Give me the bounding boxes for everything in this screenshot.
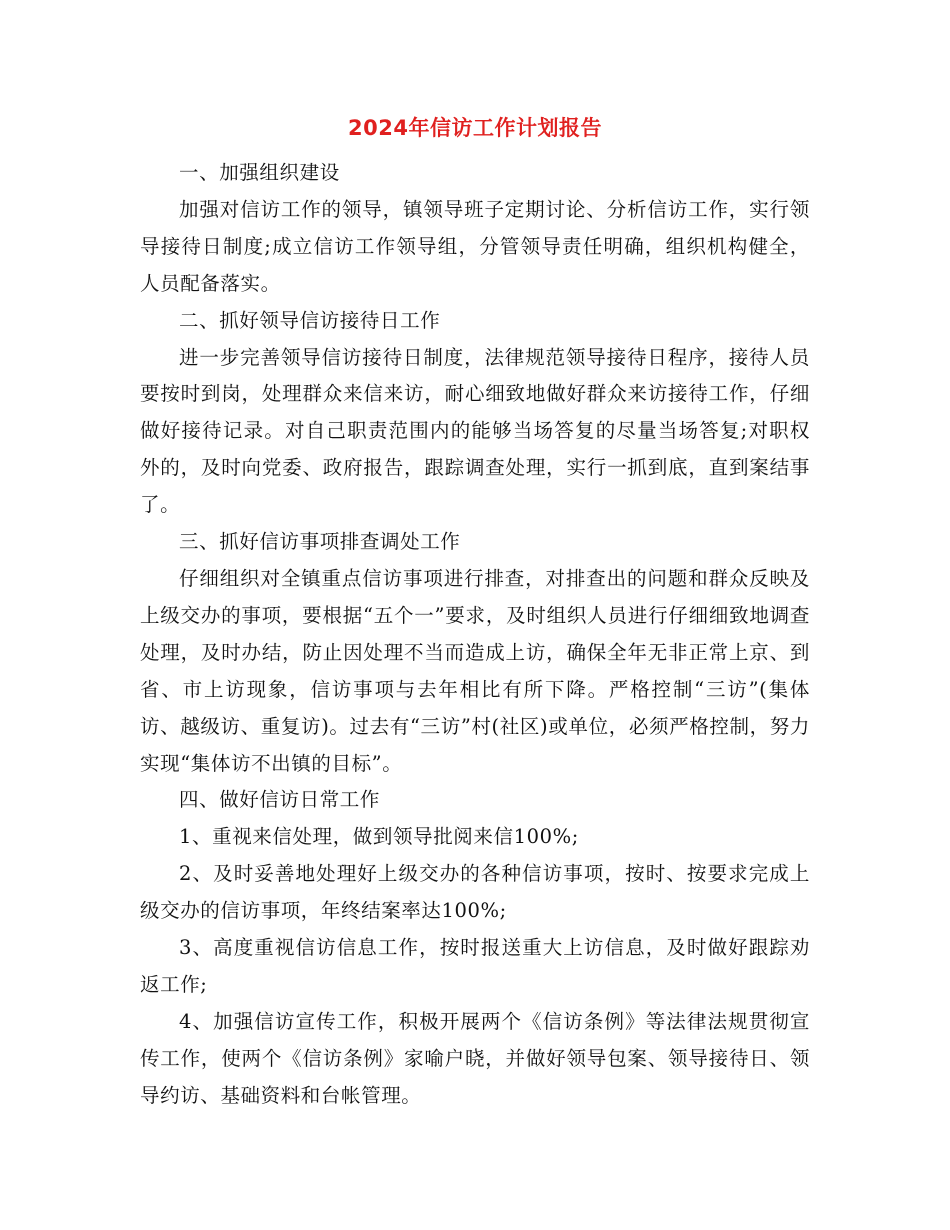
paragraph-organization: 加强对信访工作的领导，镇领导班子定期讨论、分析信访工作，实行领导接待日制度;成立信访工作领导组，分管领导责任明确，组织机构健全，人员配备落实。 [140, 197, 810, 295]
paragraph-reception-day: 进一步完善领导信访接待日制度，法律规范领导接待日程序，接待人员要按时到岗，处理群众来信来访，耐心细致地做好群众来访接待工作，仔细做好接待记录。对自己职责范围内的能够当场答复的尽量当场答复;对职权外的，及时向党委、政府报告，跟踪调查处理，实行一抓到底，直到案结事了。 [140, 345, 810, 517]
document-title: 2024年信访工作计划报告 [348, 116, 602, 140]
section-heading-2: 二、抓好领导信访接待日工作 [179, 308, 441, 332]
section-heading-3: 三、抓好信访事项排查调处工作 [179, 530, 461, 554]
document-body [140, 155, 810, 1115]
list-item-4: 4、加强信访宣传工作，积极开展两个《信访条例》等法律法规贯彻宣传工作，使两个《信访条例》家喻户晓，并做好领导包案、领导接待日、领导约访、基础资料和台帐管理。 [140, 1009, 810, 1107]
list-item-3: 3、高度重视信访信息工作，按时报送重大上访信息，及时做好跟踪劝返工作; [140, 936, 810, 996]
list-item-2: 2、及时妥善地处理好上级交办的各种信访事项，按时、按要求完成上级交办的信访事项，年终结案率达100%; [140, 862, 810, 923]
section-heading-4: 四、做好信访日常工作 [179, 788, 381, 812]
paragraph-investigation: 仔细组织对全镇重点信访事项进行排查，对排查出的问题和群众反映及上级交办的事项，要根据“五个一”要求，及时组织人员进行仔细细致地调查处理，及时办结，防止因处理不当而造成上访，确保全年无非正常上京、到省、市上访现象，信访事项与去年相比有所下降。严格控制“三访”(集体访、越级访、重复访)。过去有“三访”村(社区)或单位，必须严格控制，努力实现“集体访不出镇的目标”。 [140, 566, 810, 775]
section-heading-1: 一、加强组织建设 [179, 161, 340, 184]
list-item-1: 1、重视来信处理，做到领导批阅来信100%; [179, 825, 579, 849]
